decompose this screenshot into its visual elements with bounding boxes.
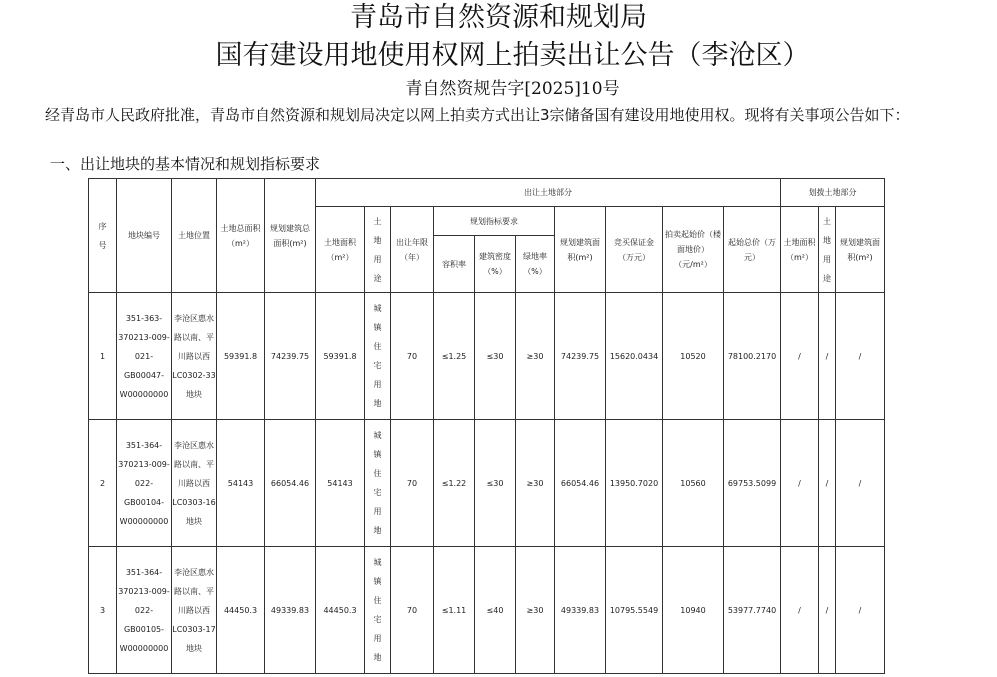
cell-far: ≤1.25 bbox=[434, 293, 475, 420]
header-gfa: 规划建筑面积(m²) bbox=[555, 207, 606, 293]
cell-total-area: 54143 bbox=[217, 420, 265, 547]
cell-area: 59391.8 bbox=[316, 293, 365, 420]
cell-total-area: 59391.8 bbox=[217, 293, 265, 420]
cell-gfa: 74239.75 bbox=[555, 293, 606, 420]
cell-location: 李沧区惠水路以南、平川路以西LC0303-17地块 bbox=[172, 547, 217, 674]
cell-seq: 2 bbox=[89, 420, 117, 547]
table-row bbox=[89, 547, 885, 674]
cell-density: ≤30 bbox=[475, 293, 516, 420]
group-transfer: 出让土地部分 bbox=[316, 179, 781, 207]
cell-allocate-area: / bbox=[781, 293, 819, 420]
intro-paragraph: 经青岛市人民政府批准，青岛市自然资源和规划局决定以网上拍卖方式出让3宗储备国有建设用地使用权。现将有关事项公告如下： bbox=[45, 106, 910, 124]
cell-allocate-area: / bbox=[781, 547, 819, 674]
cell-allocate-area: / bbox=[781, 420, 819, 547]
cell-allocate-use: / bbox=[819, 547, 836, 674]
cell-code: 351-363-370213-009-021-GB00047-W00000000 bbox=[117, 293, 172, 420]
land-parcel-table bbox=[88, 178, 885, 674]
header-allocate-area: 土地面积（m²） bbox=[781, 207, 819, 293]
table-row bbox=[89, 293, 885, 420]
document-number: 青自然资规告字[2025]10号 bbox=[405, 79, 620, 99]
cell-far: ≤1.22 bbox=[434, 420, 475, 547]
header-green: 绿地率（%） bbox=[516, 236, 555, 293]
cell-total-gfa: 66054.46 bbox=[265, 420, 316, 547]
bureau-title: 青岛市自然资源和规划局 bbox=[350, 2, 647, 33]
cell-deposit: 10795.5549 bbox=[606, 547, 663, 674]
header-allocate-gfa: 规划建筑面积(m²) bbox=[836, 207, 885, 293]
cell-area: 54143 bbox=[316, 420, 365, 547]
header-total-area: 土地总面积（m²） bbox=[217, 179, 265, 293]
cell-start-price: 10560 bbox=[663, 420, 724, 547]
group-indicators: 规划指标要求 bbox=[434, 207, 555, 236]
cell-total-gfa: 49339.83 bbox=[265, 547, 316, 674]
cell-allocate-gfa: / bbox=[836, 420, 885, 547]
header-use: 土地用途 bbox=[365, 207, 391, 293]
cell-allocate-use: / bbox=[819, 420, 836, 547]
group-allocate: 划拨土地部分 bbox=[781, 179, 885, 207]
cell-deposit: 15620.0434 bbox=[606, 293, 663, 420]
cell-density: ≤30 bbox=[475, 420, 516, 547]
cell-seq: 3 bbox=[89, 547, 117, 674]
header-code: 地块编号 bbox=[117, 179, 172, 293]
cell-deposit: 13950.7020 bbox=[606, 420, 663, 547]
cell-location: 李沧区惠水路以南、平川路以西LC0303-16地块 bbox=[172, 420, 217, 547]
cell-start-total: 69753.5099 bbox=[724, 420, 781, 547]
cell-code: 351-364-370213-009-022-GB00105-W00000000 bbox=[117, 547, 172, 674]
header-deposit: 竞买保证金（万元） bbox=[606, 207, 663, 293]
cell-use: 城镇住宅用地 bbox=[365, 293, 391, 420]
cell-far: ≤1.11 bbox=[434, 547, 475, 674]
cell-start-price: 10520 bbox=[663, 293, 724, 420]
cell-green: ≥30 bbox=[516, 547, 555, 674]
cell-start-price: 10940 bbox=[663, 547, 724, 674]
cell-allocate-gfa: / bbox=[836, 293, 885, 420]
header-start-price: 拍卖起始价（楼面地价）（元/m²） bbox=[663, 207, 724, 293]
cell-start-total: 78100.2170 bbox=[724, 293, 781, 420]
cell-allocate-use: / bbox=[819, 293, 836, 420]
cell-green: ≥30 bbox=[516, 293, 555, 420]
header-area: 土地面积（m²） bbox=[316, 207, 365, 293]
header-total-gfa: 规划建筑总面积(m²) bbox=[265, 179, 316, 293]
cell-density: ≤40 bbox=[475, 547, 516, 674]
cell-gfa: 49339.83 bbox=[555, 547, 606, 674]
header-location: 土地位置 bbox=[172, 179, 217, 293]
section-heading: 一、出让地块的基本情况和规划指标要求 bbox=[50, 155, 321, 173]
cell-location: 李沧区惠水路以南、平川路以西LC0302-33地块 bbox=[172, 293, 217, 420]
header-far: 容积率 bbox=[434, 236, 475, 293]
notice-title: 国有建设用地使用权网上拍卖出让公告（李沧区） bbox=[215, 40, 810, 71]
header-term: 出让年限（年） bbox=[391, 207, 434, 293]
cell-total-area: 44450.3 bbox=[217, 547, 265, 674]
cell-start-total: 53977.7740 bbox=[724, 547, 781, 674]
header-density: 建筑密度（%） bbox=[475, 236, 516, 293]
cell-total-gfa: 74239.75 bbox=[265, 293, 316, 420]
cell-allocate-gfa: / bbox=[836, 547, 885, 674]
cell-green: ≥30 bbox=[516, 420, 555, 547]
cell-area: 44450.3 bbox=[316, 547, 365, 674]
cell-seq: 1 bbox=[89, 293, 117, 420]
cell-term: 70 bbox=[391, 547, 434, 674]
header-allocate-use: 土地用途 bbox=[819, 207, 836, 293]
header-start-total: 起始总价（万元） bbox=[724, 207, 781, 293]
cell-code: 351-364-370213-009-022-GB00104-W00000000 bbox=[117, 420, 172, 547]
cell-term: 70 bbox=[391, 293, 434, 420]
cell-term: 70 bbox=[391, 420, 434, 547]
cell-use: 城镇住宅用地 bbox=[365, 420, 391, 547]
cell-gfa: 66054.46 bbox=[555, 420, 606, 547]
cell-use: 城镇住宅用地 bbox=[365, 547, 391, 674]
header-seq: 序号 bbox=[89, 179, 117, 293]
table-row bbox=[89, 420, 885, 547]
